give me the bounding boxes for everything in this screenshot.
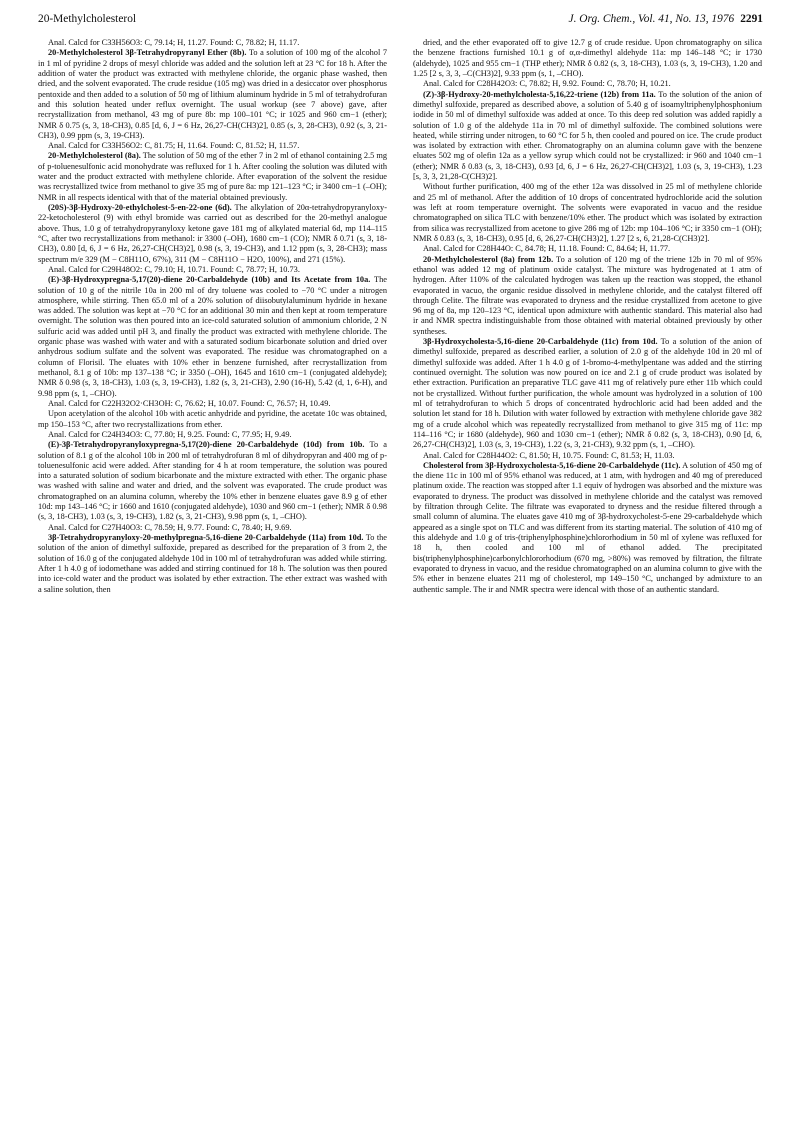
- paragraph-text: Anal. Calcd for C29H48O2: C, 79.10; H, 10.71. Found: C, 78.77; H, 10.73.: [48, 264, 300, 274]
- paragraph-text: Anal. Calcd for C28H42O3: C, 78.82; H, 9.92. Found: C, 78.70; H, 10.21.: [423, 79, 671, 89]
- paragraph: [413, 244, 762, 254]
- paragraph-text: Without further purification, 400 mg of the ether 12a was dissolved in 25 ml of methylene chloride and 25 ml of methanol. After the addition of 10 drops of concentrated hydrochloride acid the solution was left at room temperature overnight. The solvents were evaporated in vacuo and the residue chromatographed on silica TLC with benzene/10% ether. The product which was isolated by extraction from silica was recrystallized from acetone to give 286 mg of 12b: mp 104–106 °C; ir 3350 cm−1 (OH); NMR δ 0.83 (s, 3, 18-CH3), 0.95 [d, 6, 26,27-CH(CH3)2], 1.27 [2 s, 6, 21,28-C(CH3)2].: [413, 182, 762, 243]
- paragraph-text: Anal. Calcd for C27H40O3: C, 78.59; H, 9.77. Found: C, 78.40; H, 9.69.: [48, 522, 292, 532]
- paragraph-heading: (E)-3β-Hydroxypregna-5,17(20)-diene 20-Carbaldehyde (10b) and Its Acetate from 10a.: [48, 275, 371, 285]
- paragraph: [38, 141, 387, 151]
- paragraph-heading: 20-Methylcholesterol (8a).: [48, 151, 141, 161]
- paragraph-text: Anal. Calcd for C28H44O: C, 84.78; H, 11.18. Found: C, 84.64; H, 11.77.: [423, 244, 671, 254]
- left-column: [38, 38, 387, 595]
- paragraph-text: Upon acetylation of the alcohol 10b with acetic anhydride and pyridine, the acetate 10c was obtained, mp 150–153 °C, after two recrystallizations from ether.: [38, 409, 387, 429]
- paragraph: [38, 409, 387, 430]
- paragraph-text: To a solution of the anion of dimethyl sulfoxide, prepared as described earlier, a solution of 2.0 g of the aldehyde 10d in 20 ml of dimethyl sulfoxide was added. After 1 h 4.0 g of 1-bromo-4-methylpentane was added and the stirring continued overnight. The solution was now poured on ice and 2.1 g of crude product was isolated by ether extraction. Purification an preparative TLC gave 411 mg of relatively pure ether 11b which could not be crystallized. Without further purification, the whole amount was hydrolyzed in a solution of 100 ml of tetrahydrofuran to which 5 drops of concentrated hydrochloric acid had been added and the solution let stand for 18 h. Dilution with water followed by extraction with methylene chloride gave 382 mg of a crude alcohol which was repeatedly recrystallized from methanol to give 315 mg of 11c: mp 114–116 °C; ir 1680 (aldehyde), 960 and 1030 cm−1 (ether); NMR δ 0.82 (s, 3, 18-CH3), 0.90 [d, 6, 26,27-CH(CH3)2], 1.03 (s, 3, 19-CH3), 1.22 (s, 3, 21-CH3), 9.32 ppm (s, 1, –CHO).: [413, 337, 762, 450]
- paragraph: [413, 461, 762, 595]
- paragraph-text: Anal. Calcd for C33H56O3: C, 79.14; H, 11.27. Found: C, 78.82; H, 11.17.: [48, 38, 300, 47]
- paragraph: [38, 275, 387, 399]
- paragraph-text: The solution of 10 g of the nitrile 10a in 200 ml of dry toluene was cooled to −70 °C under a nitrogen atmosphere, while stirring. Then 65.0 ml of a 20% solution of diisobutylaluminum hydride in hexane was added. The solution was kept at −70 °C for an additional 30 min and then kept at room temperature overnight. The solution was then poured into an ice-cold saturated solution of ammonium chloride, 2 N sulfuric acid was added until pH 3, and finally the product was extracted with methylene chloride. The organic phase was washed with water and with a saturated sodium bicarbonate solution and dried over anhydrous sodium sulfate and the solvent was evaporated. The residue was chromatographed on a column of Florisil. The eluates with 10% ether in benzene furnished, after recrystallization from methanol, 8.1 g of 10b: mp 137–138 °C; ir 3350 (–OH), 1645 and 1610 cm−1 (conjugated aldehyde); NMR δ 0.98 (s, 3, 18-CH3), 1.03 (s, 3, 19-CH3), 1.82 (s, 3, 21-CH3), 2.90 (16-H), 5.42 (d, 1, 6-H), and 9.98 ppm (s, 1, –CHO).: [38, 275, 387, 398]
- paragraph-heading: (Z)-3β-Hydroxy-20-methylcholesta-5,16,22-triene (12b) from 11a.: [423, 89, 656, 99]
- right-column: [413, 38, 762, 595]
- paragraph: [38, 203, 387, 265]
- paragraph: [413, 182, 762, 244]
- paragraph: [38, 533, 387, 595]
- paragraph: [38, 430, 387, 440]
- paragraph-text: To a solution of 100 mg of the alcohol 7 in 1 ml of pyridine 2 drops of mesyl chloride was added and the solution left at 23 °C for 18 h. After the addition of water the product was extracted with methylene chloride, the organic phase washed, then dried, and the solvent evaporated. The crude residue (105 mg) was dried in a desiccator over phosphorus pentoxide and then added to a solution of 50 mg of lithium aluminum hydride in 5 ml of tetrahydrofuran and this solution heated under reflux overnight. The usual workup (see 7 above) gave, after recrystallization from methanol, 43 mg of pure 8b: mp 100–101 °C; ir 1025 and 960 cm−1 (ether); NMR δ 0.75 (s, 3, 18-CH3), 0.85 [d, 6, J = 6 Hz, 26,27-CH(CH3)2], 0.85 (s, 3, 28-CH3), 0.92 (s, 3, 21-CH3), 0.99 ppm (s, 3, 19-CH3).: [38, 48, 387, 140]
- paragraph: [413, 255, 762, 338]
- running-title: 20-Methylcholesterol: [38, 13, 137, 25]
- journal-citation: [569, 13, 763, 25]
- running-header: [38, 13, 763, 33]
- paragraph-heading: 3β-Hydroxycholesta-5,16-diene 20-Carbaldehyde (11c) from 10d.: [423, 337, 658, 347]
- paragraph: [38, 440, 387, 523]
- paragraph-heading: (20S)-3β-Hydroxy-20-ethylcholest-5-en-22-one (6d).: [48, 203, 232, 212]
- paragraph: [38, 48, 387, 141]
- paragraph-text: Anal. Calcd for C24H34O3: C, 77.80; H, 9.25. Found: C, 77.95; H, 9.49.: [48, 429, 292, 439]
- paragraph-text: The solution of 50 mg of the ether 7 in 2 ml of ethanol containing 2.5 mg of p-toluenesulfonic acid monohydrate was refluxed for 1 h. After cooling the solution was diluted with water and the product extracted with methylene chloride. After evaporation of the solvent the residue was recrystallized twice from methanol to give 35 mg of pure 8a: mp 121–123 °C; ir 3400 cm−1 (–OH); NMR in all respects identical with that of the material obtained previously.: [38, 151, 387, 202]
- paragraph-text: Anal. Calcd for C28H44O2: C, 81.50; H, 10.75. Found: C, 81.53; H, 11.03.: [423, 450, 675, 460]
- paragraph-heading: 20-Methylcholesterol (8a) from 12b.: [423, 254, 554, 264]
- paragraph: [413, 90, 762, 183]
- paragraph-heading: (E)-3β-Tetrahydropyranyloxypregna-5,17(20)-diene 20-Carbaldehyde (10d) from 10b.: [48, 440, 365, 450]
- paragraph-text: To the solution of the anion of dimethyl sulfoxide, prepared as described above, a solution of 5.40 g of isoamyltriphenylphosphonium iodide in 50 ml of dimethyl sulfoxide was added at once. To this deep red solution was added rapidly a solution of 1.0 g of the aldehyde 11a in 70 ml of dimethyl sulfoxide. The combined solutions were heated, while stirring under nitrogen, to 60 °C for 5 h, then cooled and poured on ice. The crude product was isolated by extraction with ether. Chromatography on an alumina column gave with the benzene eluates 502 mg of olefin 12a as a yellow syrup which could not be crystallized: ir 960 and 1040 cm−1 (ether); NMR δ 0.83 (s, 3, 18-CH3), 0.93 [d, 6, J = 6 Hz, 26,27-CH(CH3)2], 1.03 (s, 3, 19-CH3), 1.23 [s, 3, 3, 21,28-C(CH3)2].: [413, 89, 762, 182]
- paragraph: [38, 399, 387, 409]
- paragraph: [413, 79, 762, 89]
- journal-name: J. Org. Chem., Vol. 41, No. 13, 1976: [568, 13, 735, 25]
- page-number: 2291: [740, 13, 763, 25]
- paragraph-text: Anal. Calcd for C33H56O2: C, 81.75; H, 11.64. Found: C, 81.52; H, 11.57.: [48, 141, 300, 151]
- paragraph-heading: 3β-Tetrahydropyranyloxy-20-methylpregna-5,16-diene 20-Carbaldehyde (11a) from 10d.: [48, 533, 364, 542]
- paragraph-heading: Cholesterol from 3β-Hydroxycholesta-5,16-diene 20-Carbaldehyde (11c).: [423, 460, 681, 470]
- paragraph: [38, 151, 387, 203]
- paragraph-heading: 20-Methylcholesterol 3β-Tetrahydropyranyl Ether (8b).: [48, 48, 247, 58]
- paragraph-text: To the solution of the anion of dimethyl sulfoxide, prepared as described for the preparation of 3 from 2, the solution of 16.0 g of the conjugated aldehyde 10d in 100 ml of tetrahydrofuran was added while stirring. After 1 h 4.0 g of iodomethane was added and stirring continued for 18 h. The solution was then poured into ice-cold water and the product was isolated by ether extraction. The ether extract was washed with a saline solution, then: [38, 533, 387, 594]
- paragraph-text: To a solution of 8.1 g of the alcohol 10b in 200 ml of tetrahydrofuran 8 ml of dihydropyran and 400 mg of p-toluenesulfonic acid were added. After standing for 4 h at room temperature, the solution was poured into a saturated solution of sodium bicarbonate and the mixture extracted with ether. The organic phase was washed with saline and water and dried, and the solvent was evaporated. The crude product was chromatographed on an alumina column, whereby the 10% ether in benzene eluates gave 8.9 g of ether 10d: mp 143–146 °C; ir 1660 and 1610 (conjugated aldehyde), 1030 and 960 cm−1 (ether); NMR δ 0.98 (s, 3, 18-CH3), 1.03 (s, 3, 19-CH3), 1.82 (s, 3, 21-CH3), 9.98 ppm (s, 1, –CHO).: [38, 440, 387, 522]
- paragraph-text: dried, and the ether evaporated off to give 12.7 g of crude residue. Upon chromatography on silica the benzene fractions furnished 10.1 g of α,α-dimethyl aldehyde 11a: mp 146–148 °C; ir 1730 (aldehyde), 1025 and 955 cm−1 (THP ether); NMR δ 0.82 (s, 3, 18-CH3), 1.03 (s, 3, 19-CH3), 1.20 and 1.25 [2 s, 3, 3, –C(CH3)2], 9.33 ppm (s, 1, –CHO).: [413, 38, 762, 78]
- paragraph: [38, 38, 387, 48]
- paragraph-text: The alkylation of 20α-tetrahydropyranyloxy-22-ketocholesterol (9) with ethyl bromide was carried out as described for the 20-methyl analogue above. Thus, 1.0 g of tetrahydropyranyloxy ketone gave 181 mg of alkylated material 6d, mp 114–115 °C, after two recrystallizations from methanol: ir 3300 (–OH), 1680 cm−1 (CO); NMR δ 0.71 (s, 3, 18-CH3), 0.80 [d, 6, J = 6 Hz, 26,27-CH(CH3)2], 0.98 (s, 3, 19-CH3), and 1.12 ppm (s, 3, 28-CH3); mass spectrum m/e 329 (M − C8H11O, 67%), 311 (M − C8H11O − H2O, 100%), and 271 (15%).: [38, 203, 387, 264]
- paragraph-text: A solution of 450 mg of the diene 11c in 100 ml of 95% ethanol was reduced, at 1 atm, with hydrogen and 40 mg of prereduced platinum oxide. The reaction was stopped after 1.1 equiv of hydrogen was absorbed and the mixture was evaporated to dryness. The product was dissolved in methylene chloride and the catalyst was removed by filtration through Celite. The filtrate was evaporated to dryness and the residue filtered through a small column of alumina. The eluates gave 410 mg of 3β-hydroxycholest-5-ene 29-carbaldehyde which appeared as a single spot on TLC and was different from its starting material. The solution of 410 mg of this aldehyde and 1.0 g of tris-(triphenylphosphine)chlororhodium in 50 ml of xylene was refluxed for 18 h, then cooled and 100 ml of ethanol added. The precipitated bis(triphenylphosphine)carbonylchlororhodium (670 mg, >80%) was removed by filtration, the filtrate evaporated to dryness in vacuo, and the residue chromatographed on an alumina column to give with the 5% ether in benzene eluates 211 mg of cholesterol, mp 149–150 °C, unchanged by admixture to an authentic sample. The ir and NMR spectra were idencal with those of an authentic standard.: [413, 460, 763, 594]
- paragraph: [413, 451, 762, 461]
- paragraph: [413, 337, 762, 450]
- paragraph: [38, 523, 387, 533]
- paragraph: [38, 265, 387, 275]
- paragraph-text: Anal. Calcd for C22H32O2·CH3OH: C, 76.62; H, 10.07. Found: C, 76.57; H, 10.49.: [48, 398, 331, 408]
- paragraph-text: To a solution of 120 mg of the triene 12b in 70 ml of 95% ethanol was added 12 mg of platinum oxide catalyst. The mixture was hydrogenated at 1 atm of hydrogen. After 110% of the calculated hydrogen was taken up the reaction was stopped, the ethanol evaporated in vacuo, the organic residue dissolved in methylene chloride, and the catalyst filtered off through Celite. The filtrate was evaporated to dryness and the residue crystallized from acetone to give 96 mg of 8a, mp 120–123 °C, identical upon admixture with authentic standard. This material also had ir and NMR spectra indistinguishable from those obtained with material obtained previously by other syntheses.: [413, 254, 762, 336]
- paragraph: [413, 38, 762, 79]
